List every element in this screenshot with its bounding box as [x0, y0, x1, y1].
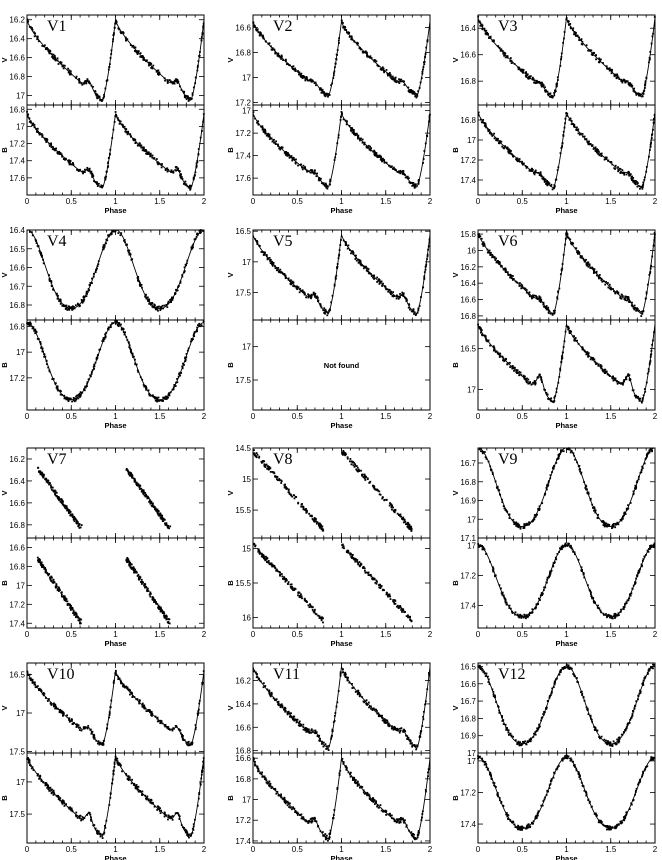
y-axis-label: V	[226, 57, 235, 63]
x-tick-label: 0.5	[291, 412, 303, 421]
x-tick-label: 1.5	[380, 412, 392, 421]
x-tick-label: 1.5	[154, 197, 166, 206]
y-tick-label: 16.4	[9, 226, 25, 235]
y-tick-label: 17	[242, 106, 251, 116]
x-tick-label: 2	[652, 412, 658, 421]
x-tick-label: 0	[475, 197, 481, 206]
star-name: V7	[47, 451, 67, 468]
y-axis-label: B	[0, 362, 9, 368]
y-axis-label: V	[451, 57, 460, 63]
y-tick-label: 14.5	[235, 444, 251, 453]
y-tick-label: 16.4	[460, 24, 476, 34]
x-tick-label: 1.5	[605, 197, 617, 206]
y-tick-label: 17.6	[9, 173, 25, 183]
y-tick-label: 17	[16, 581, 25, 591]
y-tick-label: 17	[242, 73, 251, 83]
x-axis-label: Phase	[104, 421, 127, 430]
y-tick-label: 17	[242, 342, 251, 352]
x-axis-label: Phase	[555, 421, 578, 430]
x-tick-label: 2	[652, 197, 658, 206]
y-tick-label: 16.8	[9, 72, 25, 82]
x-tick-label: 1.5	[380, 630, 392, 639]
star-name: V2	[273, 18, 293, 35]
x-axis-label: Phase	[330, 421, 353, 430]
x-tick-label: 1.5	[154, 412, 166, 421]
y-tick-label: 16.8	[460, 311, 476, 321]
x-axis-label: Phase	[330, 639, 353, 648]
y-tick-label: 16	[467, 246, 476, 256]
x-tick-label: 0	[24, 197, 30, 206]
y-tick-label: 16.6	[460, 295, 476, 305]
x-tick-label: 0.5	[291, 630, 303, 639]
star-name: V5	[273, 233, 293, 250]
x-axis-label: Phase	[330, 206, 353, 215]
y-tick-label: 16.6	[9, 498, 25, 508]
y-tick-label: 17.2	[235, 98, 251, 108]
x-tick-label: 1	[113, 630, 118, 639]
y-tick-label: 16.8	[460, 116, 476, 125]
x-axis-label: Phase	[555, 206, 578, 215]
y-axis-label: B	[226, 362, 235, 368]
y-tick-label: 16.2	[460, 262, 476, 272]
x-tick-label: 1	[564, 412, 569, 421]
y-axis-label: V	[226, 272, 235, 278]
star-name: V4	[47, 233, 67, 250]
y-tick-label: 16.8	[9, 322, 25, 332]
not-found-note: Not found	[323, 361, 360, 370]
y-tick-label: 17	[16, 91, 25, 101]
y-tick-label: 17.4	[9, 619, 25, 629]
y-tick-label: 17	[467, 136, 476, 145]
y-tick-label: 16.6	[9, 53, 25, 63]
y-tick-label: 16.8	[235, 48, 251, 58]
y-tick-label: 16.2	[9, 454, 25, 464]
y-tick-label: 17.2	[9, 139, 25, 149]
y-axis-label: B	[451, 362, 460, 368]
y-tick-label: 17.4	[9, 156, 25, 166]
x-tick-label: 1	[339, 630, 344, 639]
y-axis-label: V	[0, 490, 9, 496]
star-name: V3	[498, 18, 518, 35]
y-tick-label: 16.7	[9, 282, 25, 292]
y-tick-label: 16.8	[9, 301, 25, 310]
y-tick-label: 16.6	[235, 23, 251, 33]
y-tick-label: 16.4	[9, 476, 25, 486]
x-tick-label: 0.5	[65, 412, 77, 421]
x-tick-label: 1.5	[380, 197, 392, 206]
x-tick-label: 0	[250, 197, 256, 206]
x-tick-label: 0	[24, 412, 30, 421]
x-tick-label: 0.5	[516, 197, 528, 206]
y-tick-label: 17.2	[460, 156, 476, 165]
x-tick-label: 1	[339, 197, 344, 206]
y-tick-label: 17.4	[460, 176, 476, 185]
y-tick-label: 16.8	[460, 77, 476, 87]
x-tick-label: 2	[201, 412, 207, 421]
y-tick-label: 16.6	[460, 50, 476, 60]
y-axis-label: B	[226, 147, 235, 153]
y-tick-label: 17.6	[235, 174, 251, 184]
x-tick-label: 1	[113, 412, 118, 421]
y-axis-label: V	[226, 490, 235, 496]
y-tick-label: 16	[242, 613, 251, 623]
y-tick-label: 17	[16, 122, 25, 132]
x-tick-label: 1	[564, 197, 569, 206]
x-tick-label: 0.5	[65, 630, 77, 639]
y-tick-label: 16.6	[9, 263, 25, 273]
x-tick-label: 0.5	[65, 197, 77, 206]
y-tick-label: 17.4	[235, 151, 251, 161]
x-tick-label: 2	[201, 630, 207, 639]
y-axis-label: V	[0, 57, 9, 63]
x-tick-label: 1	[339, 412, 344, 421]
x-axis-label: Phase	[104, 206, 127, 215]
y-tick-label: 16.6	[9, 543, 25, 553]
y-tick-label: 15	[242, 475, 251, 485]
x-tick-label: 0	[24, 630, 30, 639]
y-tick-label: 17.2	[235, 129, 251, 139]
y-tick-label: 17.2	[9, 600, 25, 610]
x-tick-label: 0.5	[516, 412, 528, 421]
y-axis-label: V	[0, 272, 9, 278]
y-tick-label: 15.5	[235, 506, 251, 516]
y-tick-label: 15.5	[235, 579, 251, 588]
y-tick-label: 16.5	[9, 244, 25, 254]
x-tick-label: 1.5	[154, 630, 166, 639]
y-axis-label: B	[226, 580, 235, 586]
y-tick-label: 15.8	[460, 230, 476, 240]
x-tick-label: 2	[427, 197, 433, 206]
star-name: V6	[498, 233, 518, 250]
y-tick-label: 17.5	[235, 288, 251, 298]
x-tick-label: 0	[250, 412, 256, 421]
y-axis-label: B	[0, 580, 9, 586]
x-tick-label: 1	[113, 197, 118, 206]
y-tick-label: 17	[242, 257, 251, 267]
y-tick-label: 16.2	[9, 15, 25, 25]
y-tick-label: 17.5	[235, 376, 251, 385]
y-tick-label: 15	[242, 544, 251, 554]
x-tick-label: 0	[250, 630, 256, 639]
y-tick-label: 16.4	[9, 34, 25, 44]
y-tick-label: 17.2	[9, 373, 25, 383]
x-tick-label: 2	[427, 630, 433, 639]
x-tick-label: 2	[201, 197, 207, 206]
y-axis-label: V	[451, 272, 460, 278]
x-tick-label: 1.5	[605, 412, 617, 421]
star-name: V1	[47, 18, 67, 35]
x-tick-label: 0.5	[291, 197, 303, 206]
y-axis-label: B	[0, 147, 9, 153]
x-axis-label: Phase	[104, 639, 127, 648]
y-tick-label: 17	[467, 385, 476, 395]
y-tick-label: 16.8	[9, 520, 25, 530]
y-tick-label: 16.5	[235, 227, 251, 237]
x-tick-label: 0	[475, 412, 481, 421]
y-tick-label: 17	[16, 348, 25, 358]
y-tick-label: 16.4	[460, 279, 476, 289]
y-tick-label: 16.8	[9, 562, 25, 572]
x-tick-label: 2	[427, 412, 433, 421]
y-tick-label: 16.8	[9, 105, 25, 115]
y-tick-label: 16.5	[460, 344, 476, 354]
y-axis-label: B	[451, 147, 460, 153]
